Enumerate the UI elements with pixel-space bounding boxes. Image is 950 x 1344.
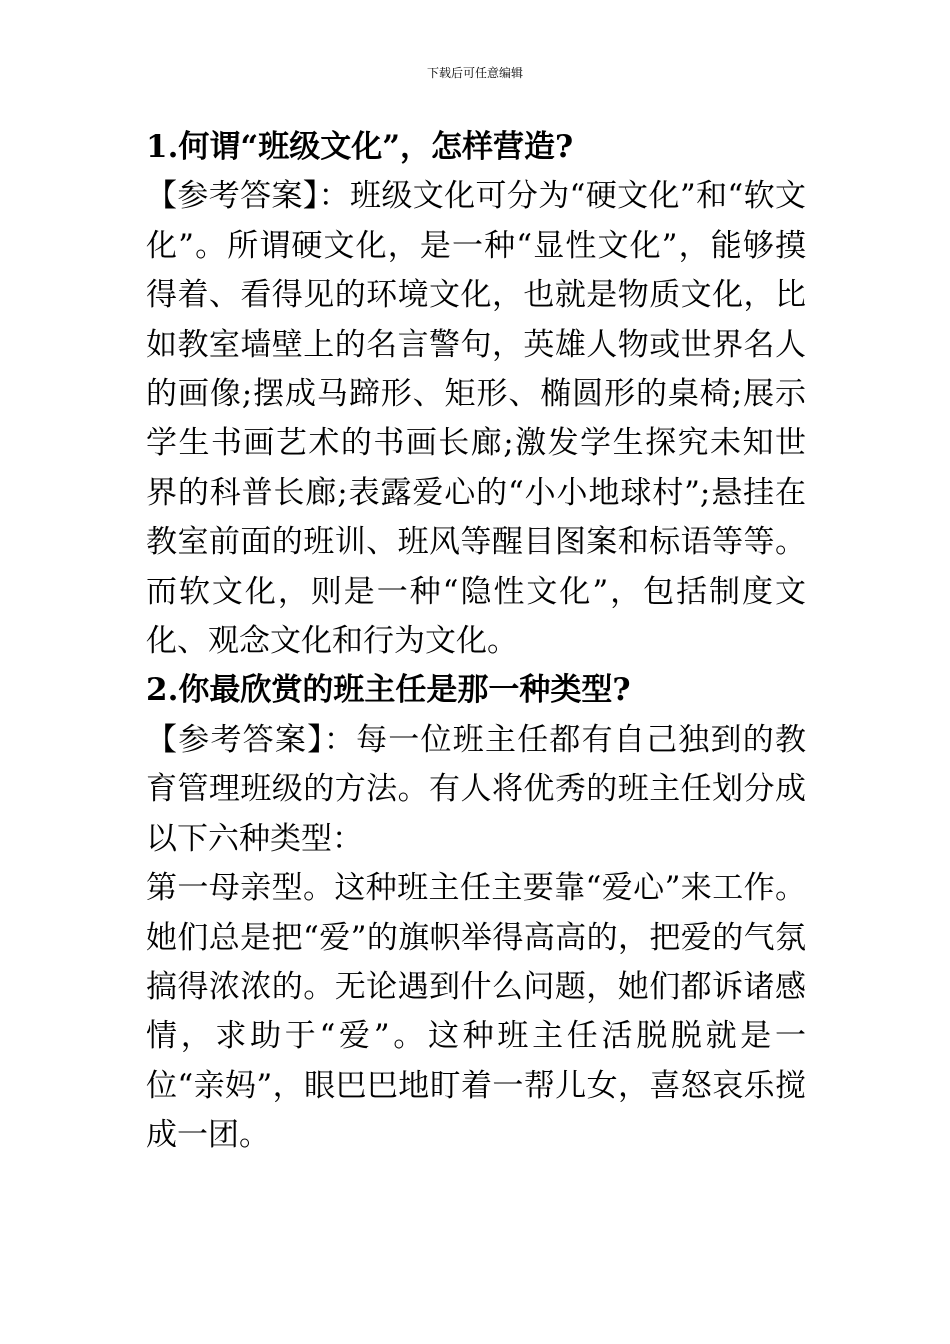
question-2-title: 2.你最欣赏的班主任是那一种类型? <box>146 672 631 709</box>
question-2-type-1: 第一母亲型。这种班主任主要靠“爱心”来工作。她们总是把“爱”的旗帜举得高高的，把爱的气氛搞得浓浓的。无论遇到什么问题，她们都诉诸感情，求助于“爱”。这种班主任活脱脱就是一位“亲妈”，眼巴巴地盯着一帮儿女，喜怒哀乐搅成一团。 <box>146 870 806 1154</box>
document-body <box>146 123 806 1161</box>
question-1-answer: 【参考答案】：班级文化可分为“硬文化”和“软文化”。所谓硬文化，是一种“显性文化”，能够摸得着、看得见的环境文化，也就是物质文化，比如教室墙壁上的名言警句，英雄人物或世界名人的画像;摆成马蹄形、矩形、椭圆形的桌椅;展示学生书画艺术的书画长廊;激发学生探究未知世界的科普长廊;表露爱心的“小小地球村”;悬挂在教室前面的班训、班风等醒目图案和标语等等。而软文化，则是一种“隐性文化”，包括制度文化、观念文化和行为文化。 <box>146 178 806 660</box>
question-2-answer: 【参考答案】：每一位班主任都有自己独到的教育管理班级的方法。有人将优秀的班主任划分成以下六种类型： <box>146 721 806 857</box>
question-1-title: 1.何谓“班级文化”，怎样营造? <box>146 129 574 165</box>
header-note: 下载后可任意编辑 <box>426 66 523 80</box>
